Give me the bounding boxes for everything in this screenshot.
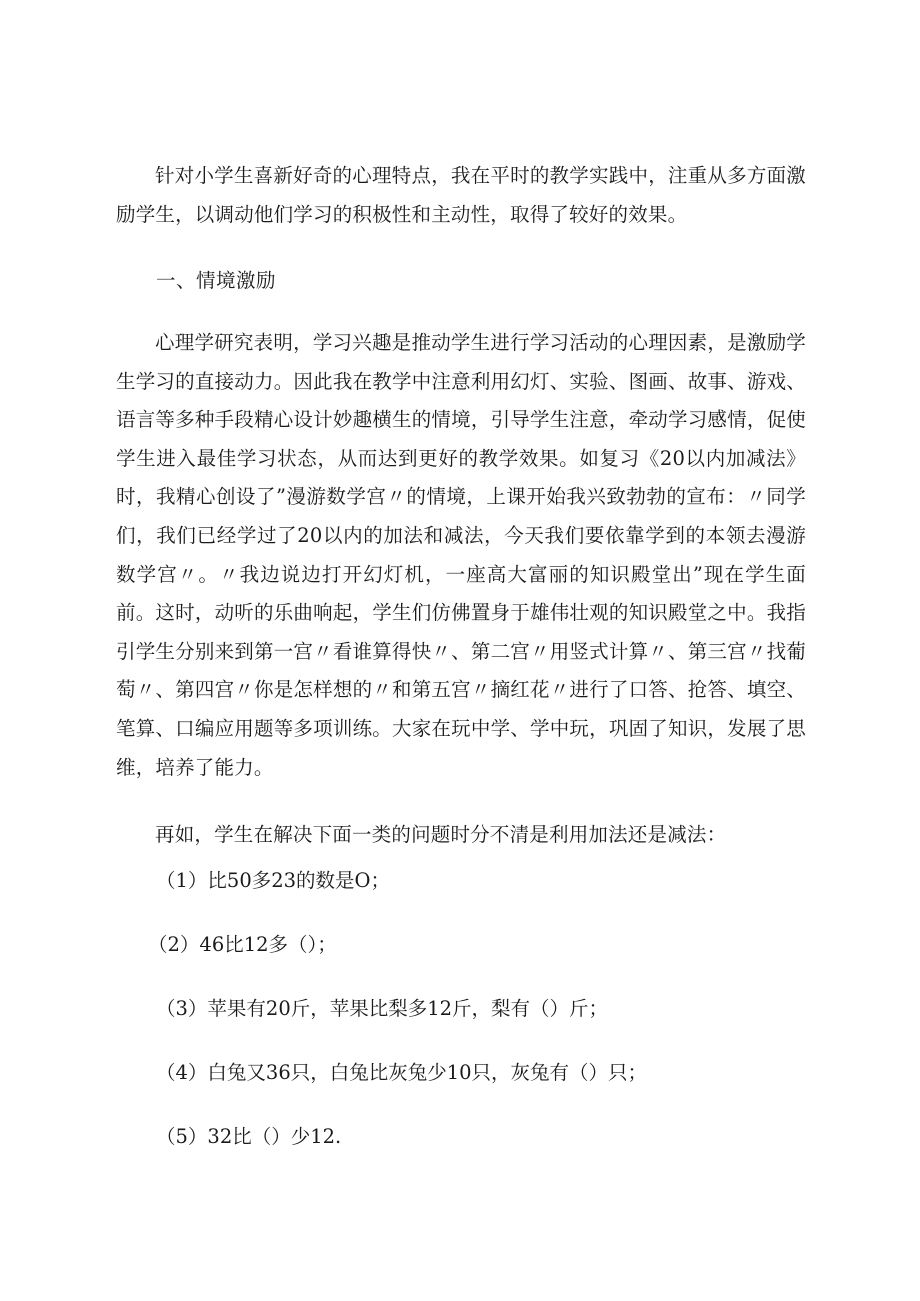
list-item: （1）比50多23的数是O； <box>156 869 391 892</box>
intro-paragraph: 针对小学生喜新好奇的心理特点，我在平时的教学实践中，注重从多方面激励学生，以调动他们学习的积极性和主动性，取得了较好的效果。 <box>116 164 806 226</box>
section-heading-situation-motivation: 一、情境激励 <box>156 269 277 292</box>
list-item: （3）苹果有20斤，苹果比梨多12斤，梨有（）斤； <box>156 997 609 1020</box>
section-1-body-paragraph: 心理学研究表明，学习兴趣是推动学生进行学习活动的心理因素，是激励学生学习的直接动力。因此我在教学中注意利用幻灯、实验、图画、故事、游戏、语言等多种手段精心设计妙趣横生的情境，引导学生注意，牵动学习感情，促使学生进入最佳学习状态，从而达到更好的教学效果。如复习《20以内加减法》时，我精心创设了”漫游数学宫〃的情境，上课开始我兴致勃勃的宣布：〃同学们，我们已经学过了20以内的加法和减法，今天我们要依靠学到的本领去漫游数学宫〃。〃我边说边打开幻灯机，一座高大富丽的知识殿堂出”现在学生面前。这时，动听的乐曲响起，学生们仿佛置身于雄伟壮观的知识殿堂之中。我指引学生分别来到第一宫〃看谁算得快〃、第二宫〃用竖式计算〃、第三宫〃找葡萄〃、第四宫〃你是怎样想的〃和第五宫〃摘红花〃进行了口答、抢答、填空、笔算、口编应用题等多项训练。大家在玩中学、学中玩，巩固了知识，发展了思维，培养了能力。 <box>116 331 806 779</box>
list-item: （4）白兔又36只，白兔比灰兔少10只，灰兔有（）只； <box>156 1061 648 1084</box>
list-item: （5）32比（）少12. <box>156 1125 342 1148</box>
example-intro-paragraph: 再如，学生在解决下面一类的问题时分不清是利用加法还是减法： <box>155 823 727 846</box>
list-item: （2）46比12多（）； <box>148 933 337 956</box>
